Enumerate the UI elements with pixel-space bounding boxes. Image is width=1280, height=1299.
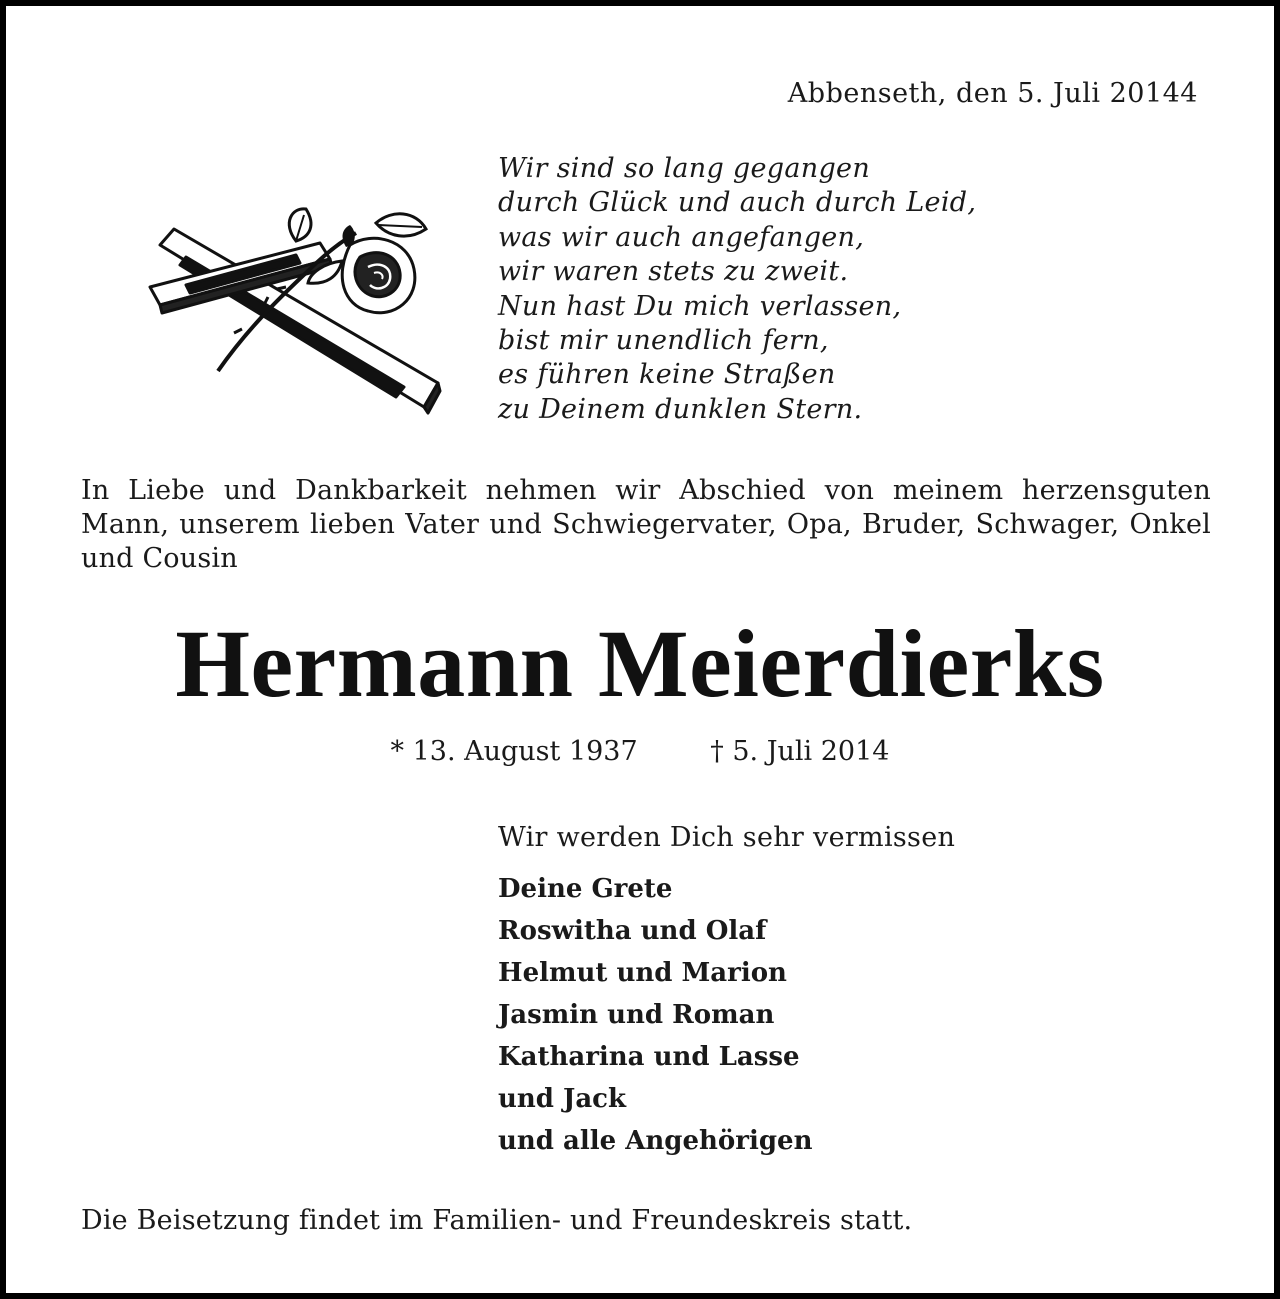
deceased-name: Hermann Meierdierks	[175, 610, 1105, 717]
mourner: Katharina und Lasse	[498, 1042, 800, 1072]
mourner: Roswitha und Olaf	[498, 916, 767, 946]
place-and-date: Abbenseth, den 5. Juli 20144	[787, 78, 1198, 109]
miss-line: Wir werden Dich sehr vermissen	[498, 822, 956, 853]
mourner: Jasmin und Roman	[498, 1000, 775, 1030]
mourner: Helmut und Marion	[498, 958, 787, 988]
mourners-list	[498, 868, 812, 1162]
poem-line: durch Glück und auch durch Leid,	[498, 187, 977, 219]
poem-line: was wir auch angefangen,	[498, 221, 865, 253]
mourner: Deine Grete	[498, 874, 673, 904]
poem-line: wir waren stets zu zweit.	[498, 256, 849, 288]
birth-date: * 13. August 1937	[390, 736, 638, 767]
poem	[498, 152, 976, 427]
poem-line: Wir sind so lang gegangen	[498, 153, 871, 184]
cross-with-rose-icon	[146, 201, 446, 416]
poem-line: zu Deinem dunklen Stern.	[498, 393, 863, 425]
poem-line: Nun hast Du mich verlassen,	[498, 290, 902, 322]
mourner: und alle Angehörigen	[498, 1126, 813, 1156]
burial-note: Die Beisetzung findet im Familien- und Freundeskreis statt.	[81, 1205, 913, 1236]
life-dates	[6, 736, 1274, 767]
poem-line: bist mir unendlich fern,	[498, 325, 829, 357]
farewell-text: In Liebe und Dankbarkeit nehmen wir Abschied von meinem herzensguten Mann, unserem lieben Vater und Schwiegervater, Opa, Bruder, Schwager, Onkel und Cousin	[81, 475, 1211, 574]
death-date: † 5. Juli 2014	[710, 736, 890, 767]
mourner: und Jack	[498, 1084, 627, 1114]
poem-line: es führen keine Straßen	[498, 359, 836, 391]
